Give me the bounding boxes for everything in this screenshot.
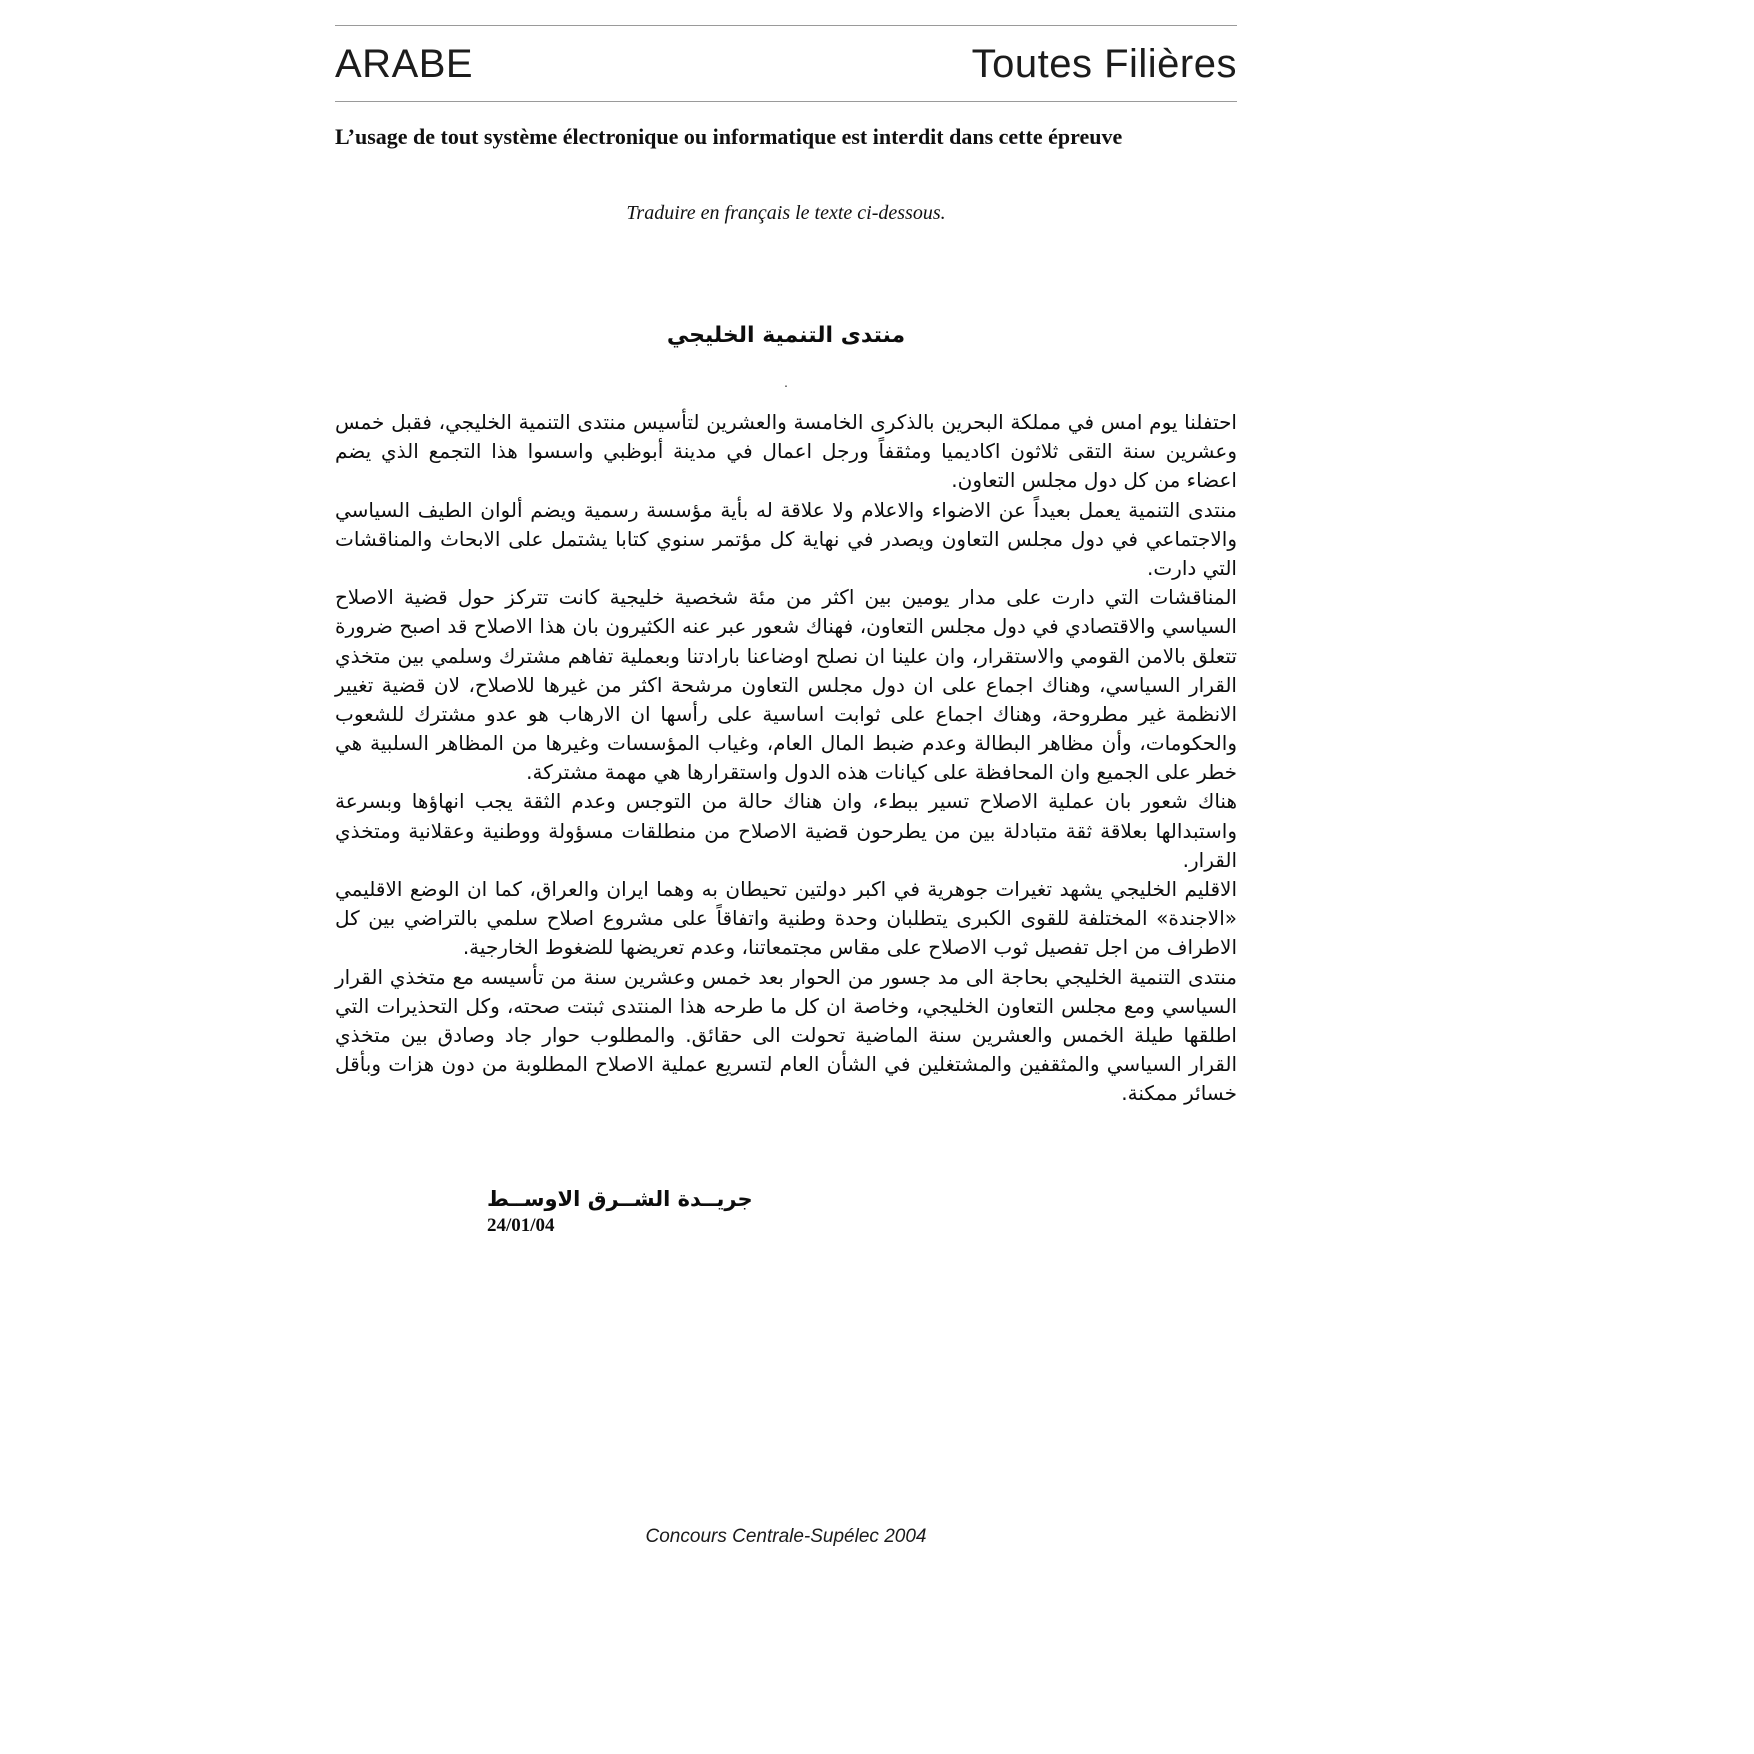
newspaper-signature: جريــدة الشــرق الاوســط	[487, 1186, 753, 1211]
source-signature-block	[487, 1187, 753, 1237]
arabic-paragraph: منتدى التنمية يعمل بعيداً عن الاضواء والاعلام ولا علاقة له بأية مؤسسة رسمية ويضم ألوان الطيف السياسي والاجتماعي في دول مجلس التعاون ويصدر في نهاية كل مؤتمر سنوي كتابا يشتمل على الابحاث والمناقشات التي دارت.	[335, 497, 1237, 580]
arabic-text-title: منتدى التنمية الخليجي	[666, 323, 906, 348]
arabic-paragraph: الاقليم الخليجي يشهد تغيرات جوهرية في اكبر دولتين تحيطان به وهما ايران والعراق، كما ان الوضع الاقليمي «الاجندة» المختلفة للقوى الكبرى يتطلبان وحدة وطنية واتفاقاً على مشروع اصلاح سلمي بالتراضي بين كل الاطراف من اجل تفصيل ثوب الاصلاح على مقاس مجتمعاتنا، وعدم تعريضها للضغوط الخارجية.	[335, 877, 1237, 960]
arabic-paragraph: احتفلنا يوم امس في مملكة البحرين بالذكرى الخامسة والعشرين لتأسيس منتدى التنمية الخليجي، فقبل خمس وعشرين سنة التقى ثلاثون اكاديميا ومثقفاً ورجل اعمال في مدينة أبوظبي واسسوا هذا التجمع الذي يضم اعضاء من كل دول مجلس التعاون.	[335, 410, 1237, 493]
exam-header	[335, 26, 1237, 101]
electronics-prohibition-notice: L’usage de tout système électronique ou informatique est interdit dans cette épreuve	[335, 124, 1123, 149]
publication-date: 24/01/04	[487, 1214, 555, 1236]
exam-content-column	[335, 0, 1237, 1237]
arabic-paragraph: المناقشات التي دارت على مدار يومين بين اكثر من مئة شخصية خليجية كانت تتركز حول قضية الاصلاح السياسي والاقتصادي في دول مجلس التعاون، فهناك شعور عبر عنه الكثيرون بان هذا الاصلاح قد اصبح ضرورة تتعلق بالامن القومي والاستقرار، وان علينا ان نصلح اوضاعنا بارادتنا وبعملية تفاهم مشترك وسلمي بين متخذي القرار السياسي، وهناك اجماع على ان دول مجلس التعاون مرشحة اكثر من غيرها للاصلاح، لان قضية تغيير الانظمة غير مطروحة، وهناك اجماع على ثوابت اساسية على رأسها ان الارهاب هو عدو مشترك للشعوب والحكومات، وأن مظاهر البطالة وعدم ضبط المال العام، وغياب المؤسسات وغيرها من المظاهر السلبية هي خطر على الجميع وان المحافظة على كيانات هذه الدول واستقرارها هي مهمة مشتركة.	[335, 585, 1237, 785]
separator-dot: .	[784, 376, 788, 391]
arabic-paragraph: هناك شعور بان عملية الاصلاح تسير ببطء، وان هناك حالة من التوجس وعدم الثقة يجب انهاؤها وبسرعة واستبدالها بعلاقة ثقة متبادلة بين من يطرحون قضية الاصلاح من منطلقات مسؤولة ووطنية وعقلانية ومتخذي القرار.	[335, 789, 1237, 872]
translation-instruction: Traduire en français le texte ci-dessous.	[626, 202, 946, 224]
arabic-text-body	[335, 408, 1237, 1109]
arabic-paragraph: منتدى التنمية الخليجي بحاجة الى مد جسور من الحوار بعد خمس وعشرين سنة من تأسيسه مع متخذي القرار السياسي ومع مجلس التعاون الخليجي، وخاصة ان كل ما طرحه هذا المنتدى ثبتت صحته، وكل التحذيرات التي اطلقها طيلة الخمس والعشرين سنة الماضية تحولت الى حقائق. والمطلوب حوار جاد وصادق بين متخذي القرار السياسي والمثقفين والمشتغلين في الشأن العام لتسريع عملية الاصلاح المطلوبة من دون هزات وبأقل خسائر ممكنة.	[335, 964, 1237, 1106]
exam-footer: Concours Centrale-Supélec 2004	[645, 1526, 927, 1547]
header-bottom-rule	[335, 101, 1237, 102]
exam-subject: ARABE	[335, 42, 474, 86]
exam-track: Toutes Filières	[971, 42, 1237, 86]
